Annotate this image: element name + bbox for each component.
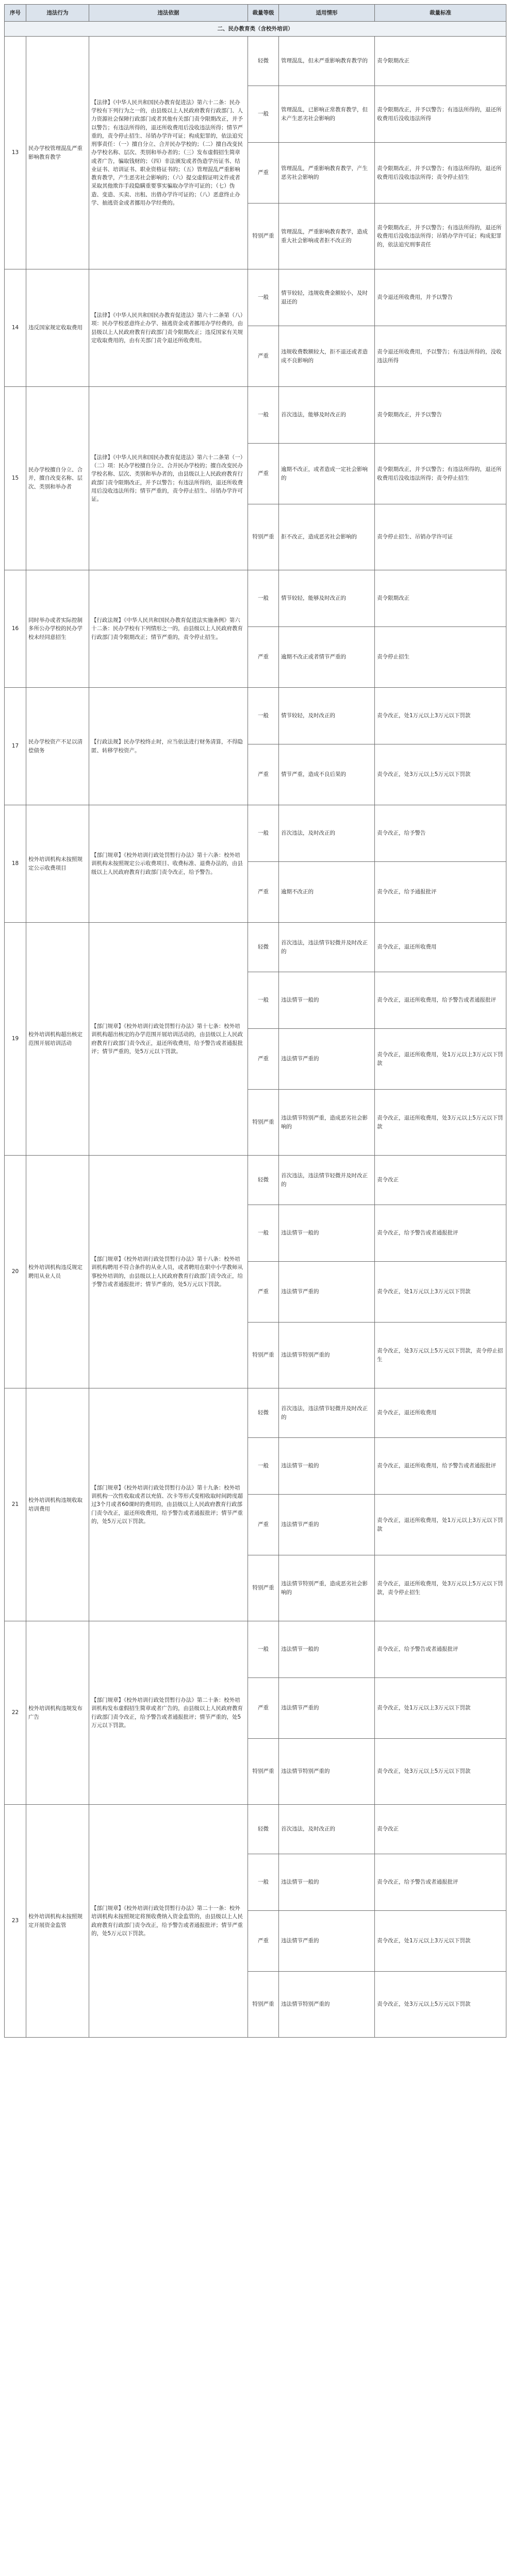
cell-discretion-level: 严重 [248, 1911, 279, 1972]
cell-discretion-standard: 责令改正，给予警告或者通报批评 [375, 1205, 506, 1262]
page-footer-space [4, 2038, 506, 2040]
cell-discretion-level: 一般 [248, 805, 279, 862]
cell-discretion-standard: 责令停止招生、吊销办学许可证 [375, 504, 506, 570]
table-row [5, 1621, 506, 1678]
cell-legal-basis: 【法律】《中华人民共和国民办教育促进法》第六十二条第（一）（二）项：民办学校擅自分立、合并民办学校的；擅自改变民办学校名称、层次、类别和举办者的，由县级以上人民政府教育行政部门责令限期改正，并予以警告；有违法所得的，退还所收费用后没收违法所得；情节严重的，责令停止招生、吊销办学许可证。 [89, 387, 248, 570]
cell-violation: 校外培训机构未按照规定开展资金监管 [26, 1805, 89, 2038]
table-row [5, 1805, 506, 1854]
cell-applicable-condition: 情节较轻，能够及时改正的 [279, 570, 375, 627]
cell-applicable-condition: 违法情节严重的 [279, 1029, 375, 1090]
cell-discretion-standard: 责令改正，退还所收费用，给予警告或者通报批评 [375, 1438, 506, 1495]
cell-applicable-condition: 逾期不改正，或者造成一定社会影响的 [279, 444, 375, 504]
cell-discretion-standard: 责令限期改正，并予以警告；有违法所得的，退还所收费用后没收违法所得；责令停止招生 [375, 444, 506, 504]
cell-applicable-condition: 首次违法，能够及时改正的 [279, 387, 375, 444]
cell-discretion-standard: 责令停止招生 [375, 627, 506, 688]
cell-legal-basis: 【部门规章】《校外培训行政处罚暂行办法》第十六条：校外培训机构未按照规定公示收费项目、收费标准、退费办法的，由县级以上人民政府教育行政部门责令改正，给予警告。 [89, 805, 248, 923]
cell-discretion-standard: 责令改正，处1万元以上3万元以下罚款 [375, 1262, 506, 1323]
cell-applicable-condition: 首次违法，及时改正的 [279, 805, 375, 862]
cell-discretion-level: 一般 [248, 387, 279, 444]
cell-discretion-level: 特别严重 [248, 1739, 279, 1805]
cell-discretion-standard: 责令改正，处1万元以上3万元以下罚款 [375, 1678, 506, 1739]
cell-applicable-condition: 逾期不改正或者情节严重的 [279, 627, 375, 688]
table-row [5, 570, 506, 627]
cell-seq: 23 [5, 1805, 26, 2038]
cell-applicable-condition: 拒不改正，造成恶劣社会影响的 [279, 504, 375, 570]
cell-applicable-condition: 违法情节一般的 [279, 972, 375, 1029]
table-body [5, 22, 506, 2038]
table-row [5, 387, 506, 444]
cell-violation: 校外培训机构违反规定聘用从业人员 [26, 1156, 89, 1388]
cell-discretion-level: 一般 [248, 570, 279, 627]
cell-applicable-condition: 违法情节一般的 [279, 1438, 375, 1495]
cell-legal-basis: 【行政法规】民办学校终止时，应当依法进行财务清算，不得隐匿、转移学校资产。 [89, 688, 248, 805]
cell-discretion-level: 一般 [248, 1205, 279, 1262]
table-row [5, 688, 506, 744]
cell-discretion-standard: 责令限期改正 [375, 570, 506, 627]
header-row [5, 5, 506, 22]
cell-applicable-condition: 违法情节一般的 [279, 1621, 375, 1678]
cell-violation: 同时举办或者实际控制多所公办学校的民办学校未经同意招生 [26, 570, 89, 688]
cell-legal-basis: 【行政法规】《中华人民共和国民办教育促进法实施条例》第六十二条：民办学校有下列情形之一的，由县级以上人民政府教育行政部门责令限期改正；情节严重的，责令停止招生。 [89, 570, 248, 688]
cell-discretion-level: 一般 [248, 1854, 279, 1911]
cell-applicable-condition: 情节较轻，违规收费金额较小，及时退还的 [279, 269, 375, 326]
cell-seq: 15 [5, 387, 26, 570]
cell-legal-basis: 【部门规章】《校外培训行政处罚暂行办法》第二十一条：校外培训机构未按照规定将预收费纳入资金监管的，由县级以上人民政府教育行政部门责令改正，给予警告或者通报批评；情节严重的，处5万元以下罚款。 [89, 1805, 248, 2038]
cell-applicable-condition: 违法情节严重的 [279, 1262, 375, 1323]
cell-applicable-condition: 首次违法，违法情节轻微并及时改正的 [279, 923, 375, 972]
cell-violation: 违反国家规定收取费用 [26, 269, 89, 387]
header-std: 裁量标准 [375, 5, 506, 22]
cell-discretion-level: 轻微 [248, 1156, 279, 1205]
cell-violation: 民办学校资产不足以清偿债务 [26, 688, 89, 805]
cell-discretion-level: 特别严重 [248, 204, 279, 269]
table-row [5, 923, 506, 972]
cell-discretion-standard: 责令改正，给予警告 [375, 805, 506, 862]
cell-discretion-standard: 责令改正，处1万元以上3万元以下罚款 [375, 1911, 506, 1972]
header-basis: 违法依据 [89, 5, 248, 22]
cell-discretion-standard: 责令改正，处3万元以上5万元以下罚款 [375, 1972, 506, 2038]
cell-discretion-level: 特别严重 [248, 1555, 279, 1621]
cell-discretion-standard: 责令改正 [375, 1805, 506, 1854]
cell-applicable-condition: 首次违法，违法情节轻微并及时改正的 [279, 1156, 375, 1205]
cell-applicable-condition: 违法情节特别严重，造成恶劣社会影响的 [279, 1555, 375, 1621]
cell-discretion-standard: 责令改正，退还所收费用 [375, 1388, 506, 1438]
cell-discretion-level: 轻微 [248, 1805, 279, 1854]
cell-applicable-condition: 违法情节严重的 [279, 1911, 375, 1972]
cell-violation: 校外培训机构未按照规定公示收费项目 [26, 805, 89, 923]
table-row [5, 1388, 506, 1438]
cell-legal-basis: 【部门规章】《校外培训行政处罚暂行办法》第二十条：校外培训机构发布虚假招生简章或者广告的，由县级以上人民政府教育行政部门责令改正，给予警告或者通报批评；情节严重的，处5万元以下罚款。 [89, 1621, 248, 1805]
cell-seq: 13 [5, 37, 26, 269]
cell-discretion-level: 严重 [248, 1495, 279, 1555]
cell-discretion-standard: 责令限期改正 [375, 37, 506, 86]
cell-applicable-condition: 管理混乱，严重影响教育教学，造成重大社会影响或者拒不改正的 [279, 204, 375, 269]
table-row [5, 269, 506, 326]
cell-legal-basis: 【法律】《中华人民共和国民办教育促进法》第六十二条第（八）项：民办学校恶意终止办学、抽逃资金或者挪用办学经费的，由县级以上人民政府教育行政部门责令限期改正；违反国家有关规定收取费用的，由有关部门责令退还所收费用。 [89, 269, 248, 387]
cell-discretion-level: 严重 [248, 1029, 279, 1090]
cell-applicable-condition: 违法情节特别严重的 [279, 1972, 375, 2038]
cell-legal-basis: 【法律】《中华人民共和国民办教育促进法》第六十二条：民办学校有下列行为之一的，由县级以上人民政府教育行政部门、人力资源社会保障行政部门或者其他有关部门责令限期改正，并予以警告；有违法所得的，退还所收费用后没收违法所得；情节严重的，责令停止招生、吊销办学许可证；构成犯罪的，依法追究刑事责任：（一）擅自分立、合并民办学校的；（二）擅自改变民办学校名称、层次、类别和举办者的；（三）发布虚假招生简章或者广告，骗取钱财的；（四）非法颁发或者伪造学历证书、结业证书、培训证书、职业资格证书的；（五）管理混乱严重影响教育教学，产生恶劣社会影响的；（六）提交虚假证明文件或者采取其他欺诈手段隐瞒重要事实骗取办学许可证的；（七）伪造、变造、买卖、出租、出借办学许可证的；（八）恶意终止办学、抽逃资金或者挪用办学经费的。 [89, 37, 248, 269]
cell-discretion-standard: 责令限期改正，并予以警告 [375, 387, 506, 444]
cell-violation: 校外培训机构违规发布广告 [26, 1621, 89, 1805]
table-row [5, 37, 506, 86]
cell-discretion-level: 特别严重 [248, 504, 279, 570]
cell-applicable-condition: 情节较轻，及时改正的 [279, 688, 375, 744]
table-row [5, 1156, 506, 1205]
cell-discretion-standard: 责令改正 [375, 1156, 506, 1205]
cell-discretion-standard: 责令退还所收费用，并予以警告 [375, 269, 506, 326]
cell-applicable-condition: 违法情节特别严重的 [279, 1739, 375, 1805]
cell-applicable-condition: 违法情节一般的 [279, 1854, 375, 1911]
cell-discretion-level: 严重 [248, 862, 279, 923]
section-row [5, 22, 506, 37]
cell-seq: 20 [5, 1156, 26, 1388]
cell-discretion-level: 严重 [248, 444, 279, 504]
cell-seq: 14 [5, 269, 26, 387]
cell-discretion-level: 严重 [248, 326, 279, 387]
cell-discretion-standard: 责令改正，退还所收费用，处1万元以上3万元以下罚款 [375, 1495, 506, 1555]
cell-applicable-condition: 违规收费数额较大，拒不退还或者造成不良影响的 [279, 326, 375, 387]
cell-violation: 校外培训机构超出核定范围开展培训活动 [26, 923, 89, 1156]
cell-discretion-standard: 责令改正，处3万元以上5万元以下罚款 [375, 744, 506, 805]
cell-discretion-level: 轻微 [248, 1388, 279, 1438]
cell-seq: 22 [5, 1621, 26, 1805]
cell-discretion-standard: 责令限期改正，并予以警告；有违法所得的，退还所收费用后没收违法所得 [375, 86, 506, 143]
cell-applicable-condition: 逾期不改正的 [279, 862, 375, 923]
cell-applicable-condition: 情节严重，造成不良后果的 [279, 744, 375, 805]
cell-discretion-standard: 责令改正，给予通报批评 [375, 862, 506, 923]
header-act: 违法行为 [26, 5, 89, 22]
cell-legal-basis: 【部门规章】《校外培训行政处罚暂行办法》第十八条：校外培训机构聘用不符合条件的从业人员，或者聘用在职中小学教师从事校外培训的，由县级以上人民政府教育行政部门责令改正，给予警告或者通报批评；情节严重的，处5万元以下罚款。 [89, 1156, 248, 1388]
cell-applicable-condition: 违法情节严重的 [279, 1678, 375, 1739]
cell-applicable-condition: 违法情节一般的 [279, 1205, 375, 1262]
cell-discretion-level: 一般 [248, 269, 279, 326]
cell-discretion-standard: 责令改正，处3万元以上5万元以下罚款，责令停止招生 [375, 1323, 506, 1388]
cell-discretion-standard: 责令限期改正，并予以警告；有违法所得的，退还所收费用后没收违法所得；责令停止招生 [375, 143, 506, 204]
cell-applicable-condition: 首次违法，违法情节轻微并及时改正的 [279, 1388, 375, 1438]
cell-discretion-standard: 责令改正，给予警告或者通报批评 [375, 1621, 506, 1678]
cell-discretion-level: 严重 [248, 1262, 279, 1323]
cell-applicable-condition: 违法情节特别严重，造成恶劣社会影响的 [279, 1090, 375, 1156]
cell-discretion-standard: 责令改正，退还所收费用，处3万元以上5万元以下罚款 [375, 1090, 506, 1156]
header-level: 裁量等级 [248, 5, 279, 22]
cell-discretion-level: 一般 [248, 972, 279, 1029]
cell-discretion-standard: 责令改正，退还所收费用 [375, 923, 506, 972]
table-row [5, 805, 506, 862]
cell-discretion-level: 轻微 [248, 923, 279, 972]
cell-discretion-level: 一般 [248, 1438, 279, 1495]
cell-seq: 19 [5, 923, 26, 1156]
cell-applicable-condition: 管理混乱，已影响正常教育教学，但未产生恶劣社会影响的 [279, 86, 375, 143]
cell-seq: 18 [5, 805, 26, 923]
cell-violation: 校外培训机构违规收取培训费用 [26, 1388, 89, 1621]
cell-discretion-standard: 责令改正，处3万元以上5万元以下罚款 [375, 1739, 506, 1805]
cell-violation: 民办学校管理混乱严重影响教育教学 [26, 37, 89, 269]
cell-discretion-level: 轻微 [248, 37, 279, 86]
cell-violation: 民办学校擅自分立、合并，擅自改变名称、层次、类别和举办者 [26, 387, 89, 570]
cell-discretion-level: 严重 [248, 627, 279, 688]
cell-discretion-standard: 责令改正，退还所收费用，处3万元以上5万元以下罚款，责令停止招生 [375, 1555, 506, 1621]
section-title: 二、民办教育类（含校外培训） [5, 22, 506, 37]
cell-seq: 21 [5, 1388, 26, 1621]
cell-discretion-level: 一般 [248, 86, 279, 143]
header-cond: 适用情形 [279, 5, 375, 22]
cell-discretion-standard: 责令限期改正，并予以警告；有违法所得的，退还所收费用后没收违法所得；吊销办学许可证；构成犯罪的，依法追究刑事责任 [375, 204, 506, 269]
cell-discretion-level: 严重 [248, 1678, 279, 1739]
cell-applicable-condition: 首次违法，及时改正的 [279, 1805, 375, 1854]
cell-discretion-standard: 责令退还所收费用，予以警告；有违法所得的，没收违法所得 [375, 326, 506, 387]
cell-discretion-level: 严重 [248, 744, 279, 805]
cell-discretion-standard: 责令改正，退还所收费用，处1万元以上3万元以下罚款 [375, 1029, 506, 1090]
cell-applicable-condition: 管理混乱，严重影响教育教学，产生恶劣社会影响的 [279, 143, 375, 204]
cell-discretion-standard: 责令改正，给予警告或者通报批评 [375, 1854, 506, 1911]
cell-seq: 17 [5, 688, 26, 805]
cell-discretion-level: 严重 [248, 143, 279, 204]
cell-legal-basis: 【部门规章】《校外培训行政处罚暂行办法》第十九条：校外培训机构一次性收取或者以充值、次卡等形式变相收取时间跨度超过3个月或者60课时的费用的，由县级以上人民政府教育行政部门责令改正，退还所收费用，给予警告或者通报批评；情节严重的，处5万元以下罚款。 [89, 1388, 248, 1621]
cell-discretion-level: 特别严重 [248, 1090, 279, 1156]
cell-discretion-level: 一般 [248, 1621, 279, 1678]
cell-applicable-condition: 违法情节严重的 [279, 1495, 375, 1555]
cell-discretion-level: 特别严重 [248, 1323, 279, 1388]
cell-applicable-condition: 违法情节特别严重的 [279, 1323, 375, 1388]
cell-discretion-level: 特别严重 [248, 1972, 279, 2038]
cell-discretion-level: 一般 [248, 688, 279, 744]
cell-seq: 16 [5, 570, 26, 688]
discretion-table [4, 4, 506, 2038]
page [4, 4, 506, 2040]
cell-applicable-condition: 管理混乱，但未严重影响教育教学的 [279, 37, 375, 86]
cell-discretion-standard: 责令改正，退还所收费用，给予警告或者通报批评 [375, 972, 506, 1029]
header-seq: 序号 [5, 5, 26, 22]
cell-legal-basis: 【部门规章】《校外培训行政处罚暂行办法》第十七条：校外培训机构超出核定的办学范围开展培训活动的，由县级以上人民政府教育行政部门责令改正，退还所收费用，给予警告或者通报批评；情节严重的，处5万元以下罚款。 [89, 923, 248, 1156]
cell-discretion-standard: 责令改正，处1万元以上3万元以下罚款 [375, 688, 506, 744]
